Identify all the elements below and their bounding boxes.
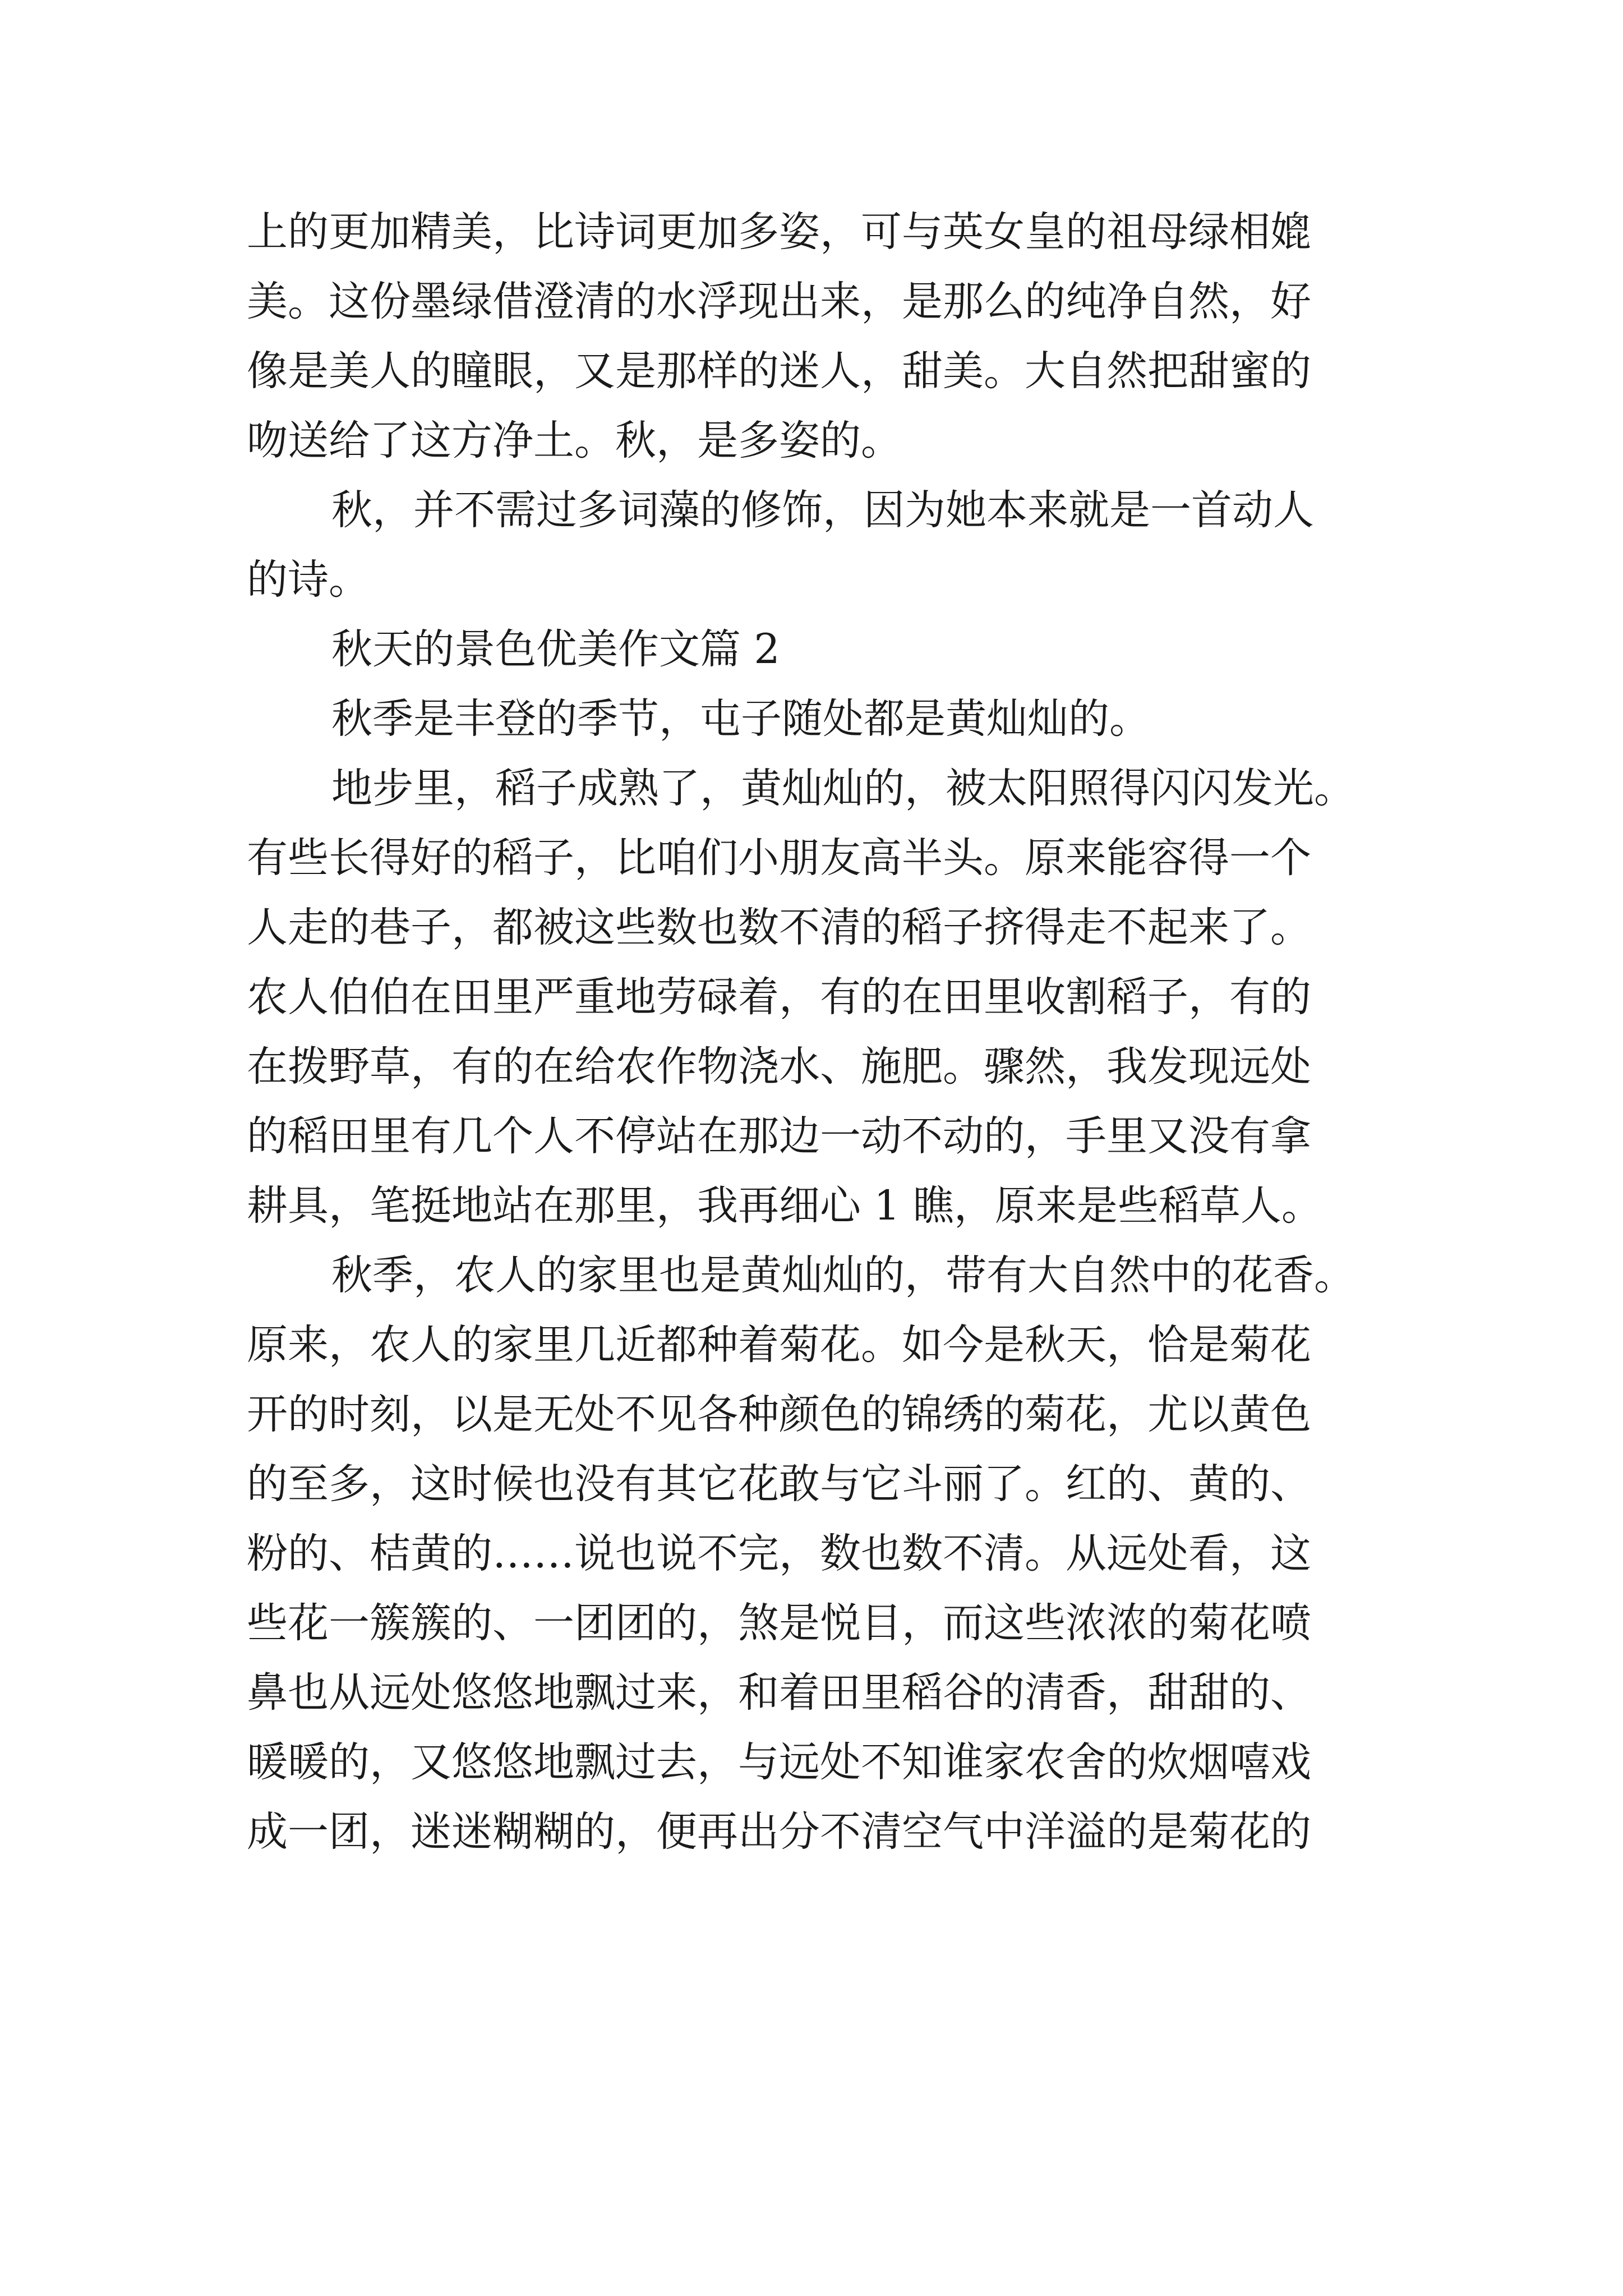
text-line: 耕具，笔挺地站在那里，我再细心 1 瞧，原来是些稻草人。	[247, 1182, 1322, 1230]
text-line: 上的更加精美，比诗词更加多姿，可与英女皇的祖母绿相媲	[247, 208, 1311, 256]
section-heading: 秋天的景色优美作文篇 2	[331, 625, 780, 673]
text-line: 的稻田里有几个人不停站在那边一动不动的，手里又没有拿	[247, 1112, 1311, 1160]
text-line: 有些长得好的稻子，比咱们小朋友高半头。原来能容得一个	[247, 834, 1311, 882]
text-line: 在拨野草，有的在给农作物浇水、施肥。骤然，我发现远处	[247, 1043, 1311, 1091]
text-line: 的至多，这时候也没有其它花敢与它斗丽了。红的、黄的、	[247, 1460, 1311, 1508]
text-line: 美。这份墨绿借澄清的水浮现出来，是那么的纯净自然，好	[247, 278, 1311, 325]
text-line: 像是美人的瞳眼，又是那样的迷人，甜美。大自然把甜蜜的	[247, 347, 1311, 395]
text-line: 鼻也从远处悠悠地飘过来，和着田里稻谷的清香，甜甜的、	[247, 1669, 1311, 1717]
text-line: 成一团，迷迷糊糊的，便再出分不清空气中洋溢的是菊花的	[247, 1808, 1311, 1856]
text-line: 秋，并不需过多词藻的修饰，因为她本来就是一首动人	[331, 486, 1314, 534]
text-line: 秋季，农人的家里也是黄灿灿的，带有大自然中的花香。	[331, 1251, 1355, 1299]
text-line: 秋季是丰登的季节，屯子随处都是黄灿灿的。	[331, 695, 1150, 743]
text-line: 粉的、桔黄的……说也说不完，数也数不清。从远处看，这	[247, 1530, 1311, 1577]
text-line: 暖暖的，又悠悠地飘过去，与远处不知谁家农舍的炊烟嘻戏	[247, 1738, 1311, 1786]
text-line: 人走的巷子，都被这些数也数不清的稻子挤得走不起来了。	[247, 904, 1311, 951]
text-line: 原来，农人的家里几近都种着菊花。如今是秋天，恰是菊花	[247, 1321, 1311, 1369]
text-line: 农人伯伯在田里严重地劳碌着，有的在田里收割稻子，有的	[247, 973, 1311, 1021]
text-line: 的诗。	[247, 556, 370, 604]
text-line: 开的时刻，以是无处不见各种颜色的锦绣的菊花，尤以黄色	[247, 1391, 1311, 1438]
text-line: 地步里，稻子成熟了，黄灿灿的，被太阳照得闪闪发光。	[331, 765, 1355, 812]
text-line: 吻送给了这方净土。秋，是多姿的。	[247, 417, 902, 464]
text-line: 些花一簇簇的、一团团的，煞是悦目，而这些浓浓的菊花喷	[247, 1599, 1311, 1647]
